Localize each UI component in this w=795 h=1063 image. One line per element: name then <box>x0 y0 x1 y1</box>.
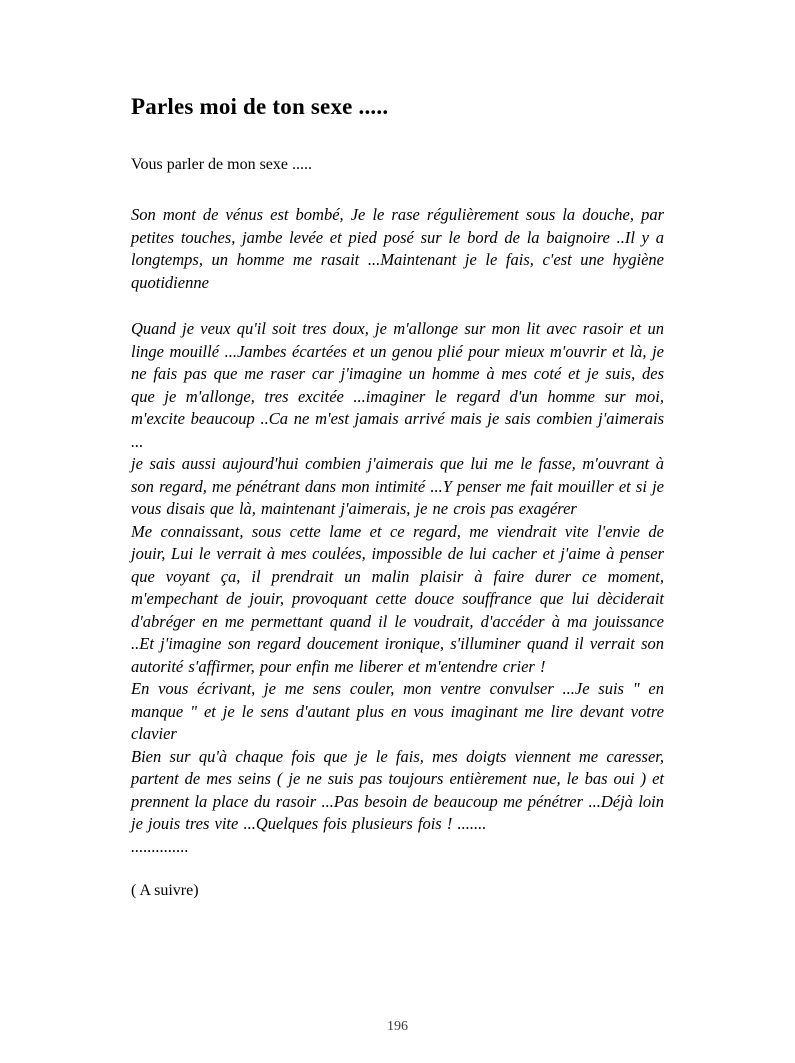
paragraph: .............. <box>131 836 189 856</box>
paragraph: En vous écrivant, je me sens couler, mon ventre convulser ...Je suis " en manque " et je le sens d'autant plus en vous imaginant me lire devant votre clavier <box>131 679 664 743</box>
page-number: 196 <box>387 1019 408 1034</box>
paragraph-group <box>131 204 664 294</box>
paragraph: Son mont de vénus est bombé, Je le rase régulièrement sous la douche, par petites touches, jambe levée et pied posé sur le bord de la baignoire ..Il y a longtemps, un homme me rasait ...Maintenant je le fais, c'est une hygiène quotidienne <box>131 205 664 292</box>
page-content <box>131 94 664 900</box>
paragraph: Quand je veux qu'il soit tres doux, je m'allonge sur mon lit avec rasoir et un linge mouillé ...Jambes écartées et un genou plié pour mieux m'ouvrir et là, je ne fais pas que me raser car j'imagine un homme à mes coté et je suis, des que je m'allonge, tres excitée ...imaginer le regard d'un homme sur moi, m'excite beaucoup ..Ca ne m'est jamais arrivé mais je sais combien j'aimerais ... <box>131 319 664 451</box>
paragraph: je sais aussi aujourd'hui combien j'aimerais que lui me le fasse, m'ouvrant à son regard, me pénétrant dans mon intimité ...Y penser me fait mouiller et si je vous disais que là, maintenant j'aimerais, je ne crois pas exagérer <box>131 454 664 518</box>
page-title: Parles moi de ton sexe ..... <box>131 94 389 119</box>
paragraph-group <box>131 318 664 858</box>
intro-line: Vous parler de mon sexe ..... <box>131 156 312 173</box>
body-text <box>131 204 664 858</box>
paragraph: Me connaissant, sous cette lame et ce regard, me viendrait vite l'envie de jouir, Lui le verrait à mes coulées, impossible de lui cacher et j'aime à penser que voyant ça, il prendrait un malin plaisir à faire durer ce moment, m'empechant de jouir, provoquant cette douce souffrance que lui dèciderait d'abréger en me permettant quand il le voudrait, d'accéder à ma jouissance ..Et j'imagine son regard doucement ironique, s'illuminer quand il verrait son autorité s'affirmer, pour enfin me liberer et m'entendre crier ! <box>131 521 664 676</box>
closing-note: ( A suivre) <box>131 882 199 899</box>
paragraph: Bien sur qu'à chaque fois que je le fais, mes doigts viennent me caresser, partent de mes seins ( je ne suis pas toujours entièrement nue, le bas oui ) et prennent la place du rasoir ...Pas besoin de beaucoup me pénétrer ...Déjà loin je jouis tres vite ...Quelques fois plusieurs fois ! ....... <box>131 746 664 833</box>
